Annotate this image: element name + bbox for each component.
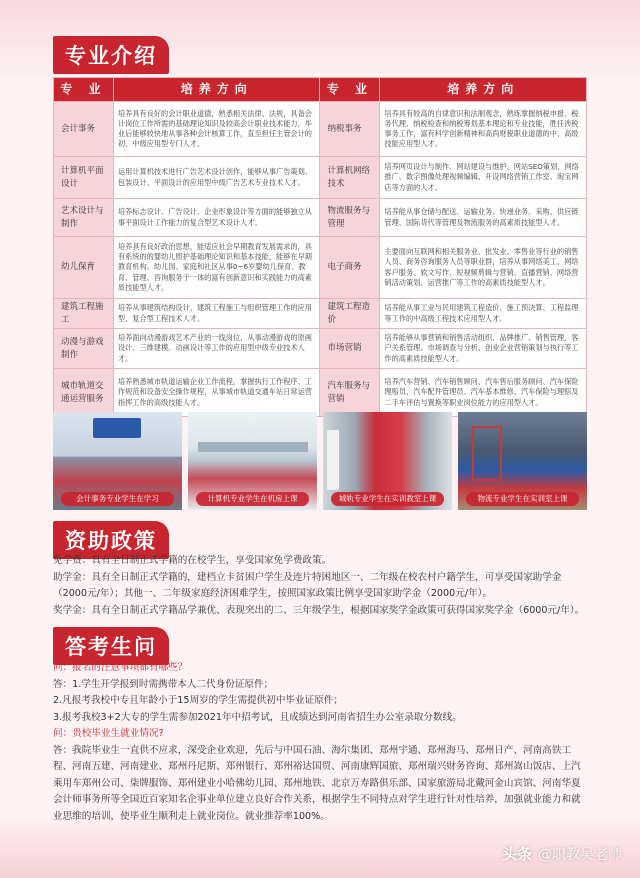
major-name: 电子商务 [320, 237, 380, 299]
table-row [54, 329, 587, 369]
major-description: 培养熟悉城市轨道运输企业工作流程，掌握执行工作程序、工作规范和设备安全操作规程，从事城市轨道交通车站日常运营指挥工作的高级技能人才。 [113, 369, 320, 417]
major-description: 培养具有良好政治思想，能适应社会早期教育发展需求的，具有系统的的婴幼儿照护基础理论知识和基本技能，能够在早期教育机构、幼儿园、家庭和社区从事0~6岁婴幼儿保育、教育、管理、咨询服务于一体的富有创新意识和实践能力的高素质技能型人才。 [113, 237, 320, 299]
majors-table [53, 77, 587, 417]
aid-scholarship-text: 奖学金：具有全日制正式学籍品学兼优、表现突出的二、三年级学生，根据国家奖学金政策可获得国家奖学金（6000元/年）。 [53, 604, 585, 616]
table-header-row [54, 78, 587, 102]
account-name: @职教吴老师 [538, 846, 622, 863]
majors-section-title [53, 36, 169, 74]
major-description: 培养能从事仓储与配送、运输业务、快递业务、采购、供应链管理、国际货代等管理及物流服务的高素质技能型人才。 [380, 199, 587, 237]
major-name: 城市轨道交通运营服务 [54, 369, 114, 417]
major-name: 艺术设计与制作 [54, 199, 114, 237]
table-row [54, 102, 587, 157]
major-description: 培养能从事工业与民用建筑工程造价、施工预决算、工程监理等工作的中高级工程技术应用型人才。 [380, 299, 587, 329]
photo-strip [53, 412, 587, 510]
answer-line: 3.报考我校3+2大专的学生需参加2021年中招考试，且成绩达到河南省招生办公室录取分数线。 [53, 711, 462, 723]
answer-line: 答：1.学生开学报到时需携带本人二代身份证原件； [53, 678, 274, 690]
table-row [54, 199, 587, 237]
major-description: 培养从事建筑结构设计、建筑工程施工与组织管理工作的应用型、复合型工程技术人才。 [113, 299, 320, 329]
banner-shape [93, 418, 141, 438]
major-description: 培养具有较高的自律意识和法制观念，熟练掌握纳税申报、税务代理、纳税检查和纳税筹划基本理论和专业技能，胜任涉税事务工作，富有科学创新精神和高尚财税职业道德的中、高级技能应用型人才。 [380, 102, 587, 157]
instructor-shape [327, 430, 339, 490]
major-name: 汽车服务与营销 [320, 369, 380, 417]
major-name: 幼儿保育 [54, 237, 114, 299]
major-description: 运用计算机技术进行广告艺术设计创作，能够从事广告策划、包装设计、平面设计的应用型中级广告艺术专业技术人才。 [113, 157, 320, 199]
major-name: 建筑工程施工 [54, 299, 114, 329]
majors-title-text: 专业介绍 [65, 44, 157, 68]
major-description: 培养网页设计与制作、网站建设与维护、网站SEO策划、网络推广、数字图像处理视频编辑、开设网络营销工作室、淘宝网店等方面的人才。 [380, 157, 587, 199]
header-direction-right: 培养方向 [380, 78, 587, 102]
answer-employment: 答：我院毕业生一直供不应求，深受企业欢迎，先后与中国石油、海尔集团、郑州宇通、郑州海马、郑州日产、河南高铁工程、河南五建、河南建业、郑州丹尼斯、郑州银行、郑州裕达国贸、河南康辉国旅、郑州瑞兴财务咨询、郑州嵩山饭店、上汽乘用车郑州公司、柒牌服饰、郑州建业小哈佛幼儿园、郑州地铁、北京万寿路俱乐部、国家旅游局北戴河金山宾馆、河南华夏会计师事务所等全国近百家知名企事业单位建立良好合作关系，根据学生不同特点对学生进行针对性培养，加强就业能力和就业思维的培训，使毕业生顺利走上就业岗位。就业推荐率100%。 [53, 744, 581, 822]
photo-caption: 会计事务专业学生在学习 [61, 492, 174, 506]
major-description: 培养标志设计、广告设计、企业形象设计等方面的能够独立从事平面设计工作能力的复合型艺术设计人才。 [113, 199, 320, 237]
table-row [54, 157, 587, 199]
major-description: 培养汽车营销、汽车销售顾问、汽车售后服务顾问、汽车保险理赔员、汽车配件管理员、汽车基本维修、汽车保险与理赔及二手车评估与置换等职业岗位能力的应用型人才。 [380, 369, 587, 417]
major-description: 培养面向动漫游戏艺术产业的一线岗位，从事动漫游戏的原画设计、三维建模、动画设计等工作的应用型中级专业技术人才。 [113, 329, 320, 369]
header-major-right: 专 业 [320, 78, 380, 102]
major-description: 培养能够从事营销和销售活动组织、品牌推广、销售管理、客户关系管理、市场调查与分析、创业企业营销策划与执行等工作的高素质技能型人才。 [380, 329, 587, 369]
major-name: 市场营销 [320, 329, 380, 369]
major-name: 建筑工程造价 [320, 299, 380, 329]
photo-caption: 物流专业学生在实训室上课 [466, 492, 579, 506]
photo-caption: 计算机专业学生在机房上课 [196, 492, 309, 506]
aid-policy-block [53, 553, 587, 619]
aid-tuition-text: 免学费：具有全日制正式学籍的在校学生，享受国家免学费政策。 [53, 555, 332, 566]
aid-title-text: 资助政策 [65, 529, 157, 553]
monitor-row-shape [198, 442, 308, 452]
photo-caption: 城轨专业学生在实训教室上课 [331, 492, 444, 506]
qa-title-text: 答考生问 [65, 635, 157, 659]
photo-accounting-class [53, 412, 182, 510]
qa-block [53, 660, 587, 825]
photo-computer-lab [188, 412, 317, 510]
major-name: 纳税事务 [320, 102, 380, 157]
aid-grant-text: 助学金：具有全日制正式学籍的，建档立卡贫困户学生及连片特困地区一、二年级在校农村户籍学生，可享受国家助学金（2000元/年）；其他一、二年级家庭经济困难学生，按照国家政策比例享受国家助学金（2000元/年）。 [53, 571, 562, 599]
watermark [502, 843, 622, 864]
major-description: 培养具有良好的会计职业道德，熟悉相关法律、法规，具备会计岗位工作所需的基础理论知识及较高会计职业技术能力，毕业后能够较快地从事各种会计核算工作，直至担任主管会计的初、中级应用型专门人才。 [113, 102, 320, 157]
table-row [54, 237, 587, 299]
major-name: 计算机网络技术 [320, 157, 380, 199]
table-row [54, 369, 587, 417]
major-description: 主要面向互联网和相关服务业、批发业、零售业等行业的销售人员、商务咨询服务人员等职业群，培养从事网络美工、网络客户服务、软文写作、短视频剪辑与营销、直播营销、网络营销活动策划、运营推广等工作的高素质技能型人才。 [380, 237, 587, 299]
header-major-left: 专 业 [54, 78, 114, 102]
photo-logistics-lab [458, 412, 587, 510]
table-row [54, 299, 587, 329]
major-name: 会计事务 [54, 102, 114, 157]
photo-metro-training [323, 412, 452, 510]
major-name: 物流服务与管理 [320, 199, 380, 237]
question-employment: 问：贵校毕业生就业情况? [53, 728, 164, 739]
header-direction-left: 培养方向 [113, 78, 320, 102]
question-registration: 问：报名的注意事项都有哪些？ [53, 662, 188, 673]
major-name: 计算机平面设计 [54, 157, 114, 199]
shelf-shape [472, 426, 502, 481]
toutiao-logo: 头条 [501, 845, 532, 863]
answer-line: 2.凡报考我校中专且年龄小于15周岁的学生需提供初中毕业证原件； [53, 695, 343, 706]
major-name: 动漫与游戏制作 [54, 329, 114, 369]
